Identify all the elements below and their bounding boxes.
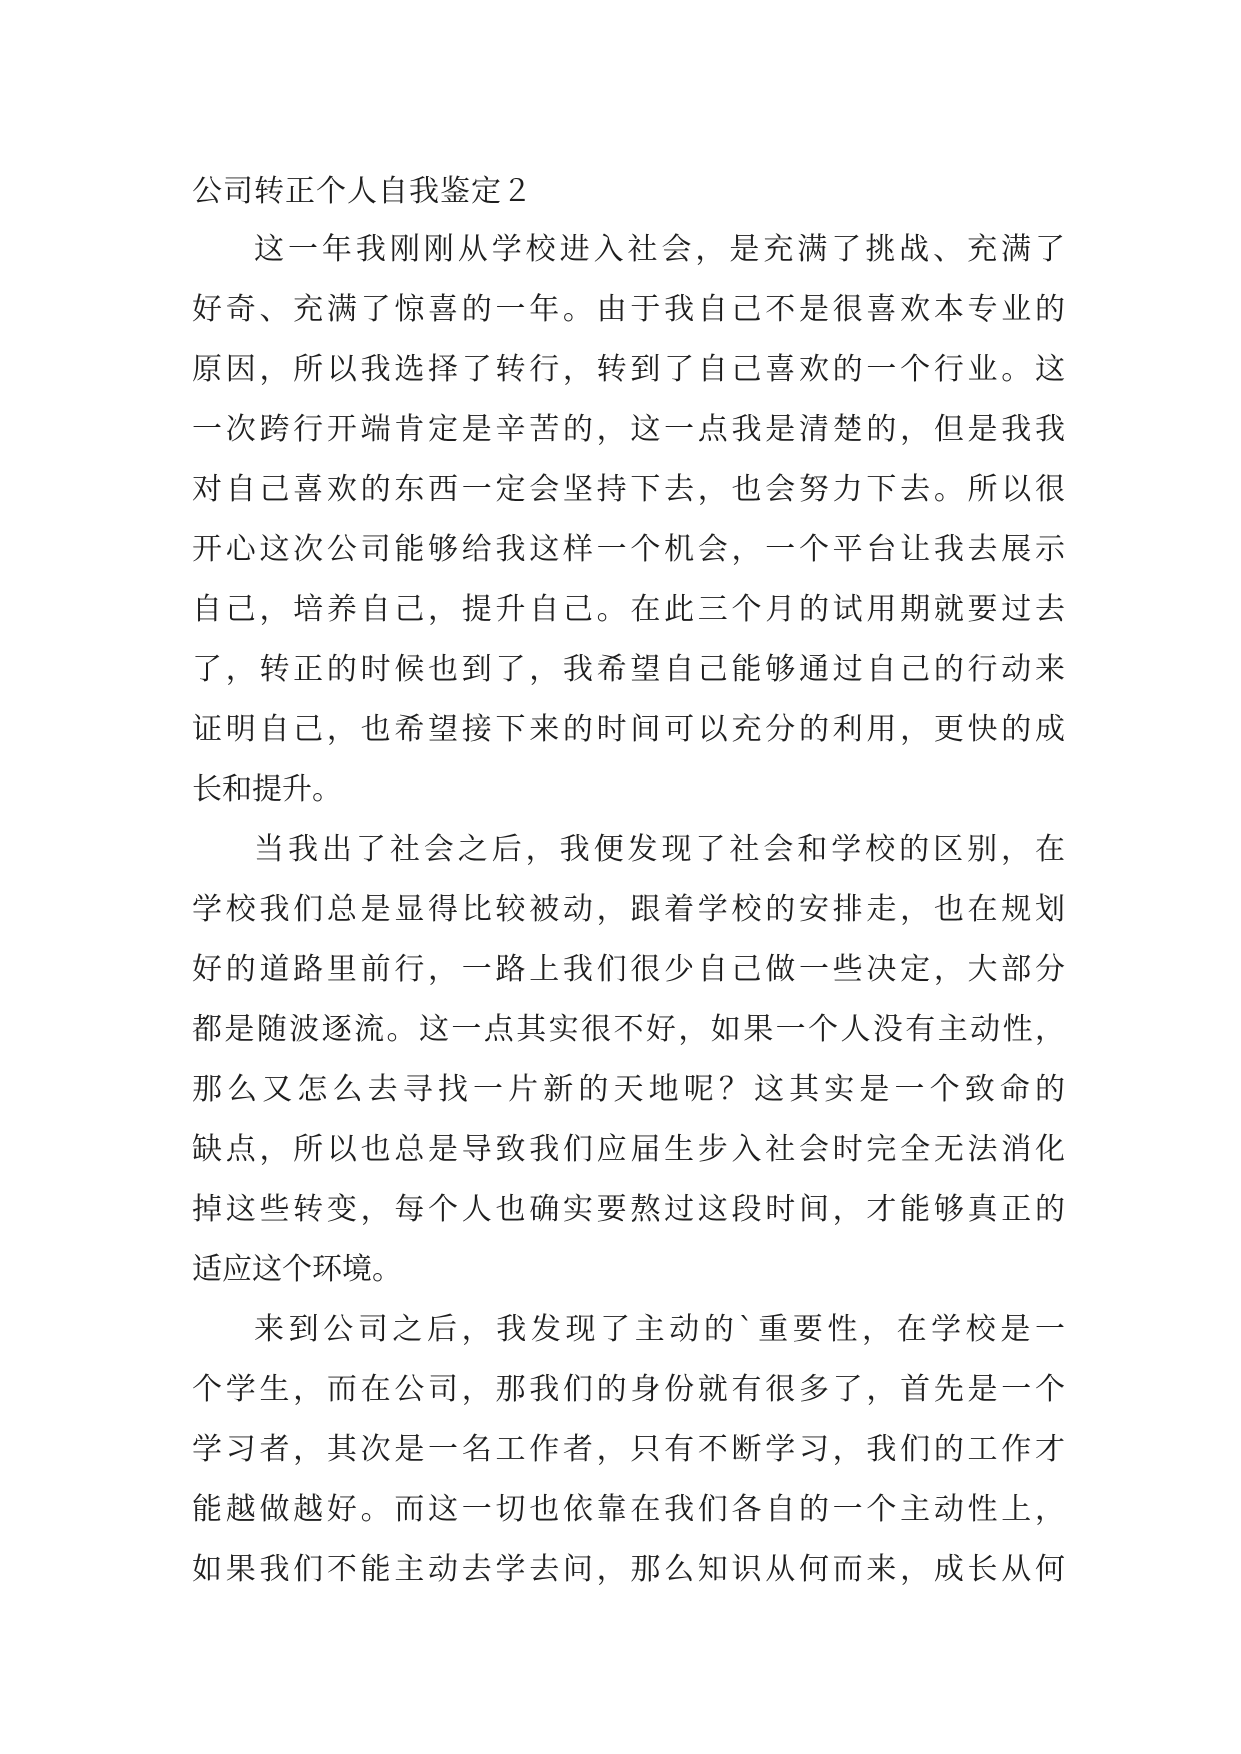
text-line: 学习者，其次是一名工作者，只有不断学习，我们的工作才 — [192, 1432, 1065, 1467]
text-line: 了，转正的时候也到了，我希望自己能够通过自己的行动来 — [192, 652, 1065, 687]
text-line: 自己，培养自己，提升自己。在此三个月的试用期就要过去 — [192, 592, 1065, 627]
text-line: 对自己喜欢的东西一定会坚持下去，也会努力下去。所以很 — [192, 472, 1065, 507]
text-line: 能越做越好。而这一切也依靠在我们各自的一个主动性上， — [192, 1492, 1065, 1527]
text-line: 一次跨行开端肯定是辛苦的，这一点我是清楚的，但是我我 — [192, 412, 1065, 447]
text-line: 当我出了社会之后，我便发现了社会和学校的区别，在 — [254, 832, 1065, 867]
text-line: 个学生，而在公司，那我们的身份就有很多了，首先是一个 — [192, 1372, 1065, 1407]
text-line: 适应这个环境。 — [192, 1252, 402, 1287]
text-line: 来到公司之后，我发现了主动的`重要性，在学校是一 — [254, 1312, 1065, 1347]
text-line: 好的道路里前行，一路上我们很少自己做一些决定，大部分 — [192, 952, 1065, 987]
text-line: 掉这些转变，每个人也确实要熬过这段时间，才能够真正的 — [192, 1192, 1065, 1227]
text-line: 开心这次公司能够给我这样一个机会，一个平台让我去展示 — [192, 532, 1065, 567]
text-line: 原因，所以我选择了转行，转到了自己喜欢的一个行业。这 — [192, 352, 1065, 387]
text-line: 好奇、充满了惊喜的一年。由于我自己不是很喜欢本专业的 — [192, 292, 1065, 327]
text-line: 学校我们总是显得比较被动，跟着学校的安排走，也在规划 — [192, 892, 1065, 927]
document-title: 公司转正个人自我鉴定２ — [192, 174, 533, 209]
text-line: 这一年我刚刚从学校进入社会，是充满了挑战、充满了 — [254, 232, 1065, 267]
text-line: 都是随波逐流。这一点其实很不好，如果一个人没有主动性， — [192, 1012, 1065, 1047]
text-line: 缺点，所以也总是导致我们应届生步入社会时完全无法消化 — [192, 1132, 1065, 1167]
text-line: 如果我们不能主动去学去问，那么知识从何而来，成长从何 — [192, 1552, 1065, 1587]
text-line: 证明自己，也希望接下来的时间可以充分的利用，更快的成 — [192, 712, 1065, 747]
text-line: 长和提升。 — [192, 772, 342, 807]
text-line: 那么又怎么去寻找一片新的天地呢？这其实是一个致命的 — [192, 1072, 1065, 1107]
